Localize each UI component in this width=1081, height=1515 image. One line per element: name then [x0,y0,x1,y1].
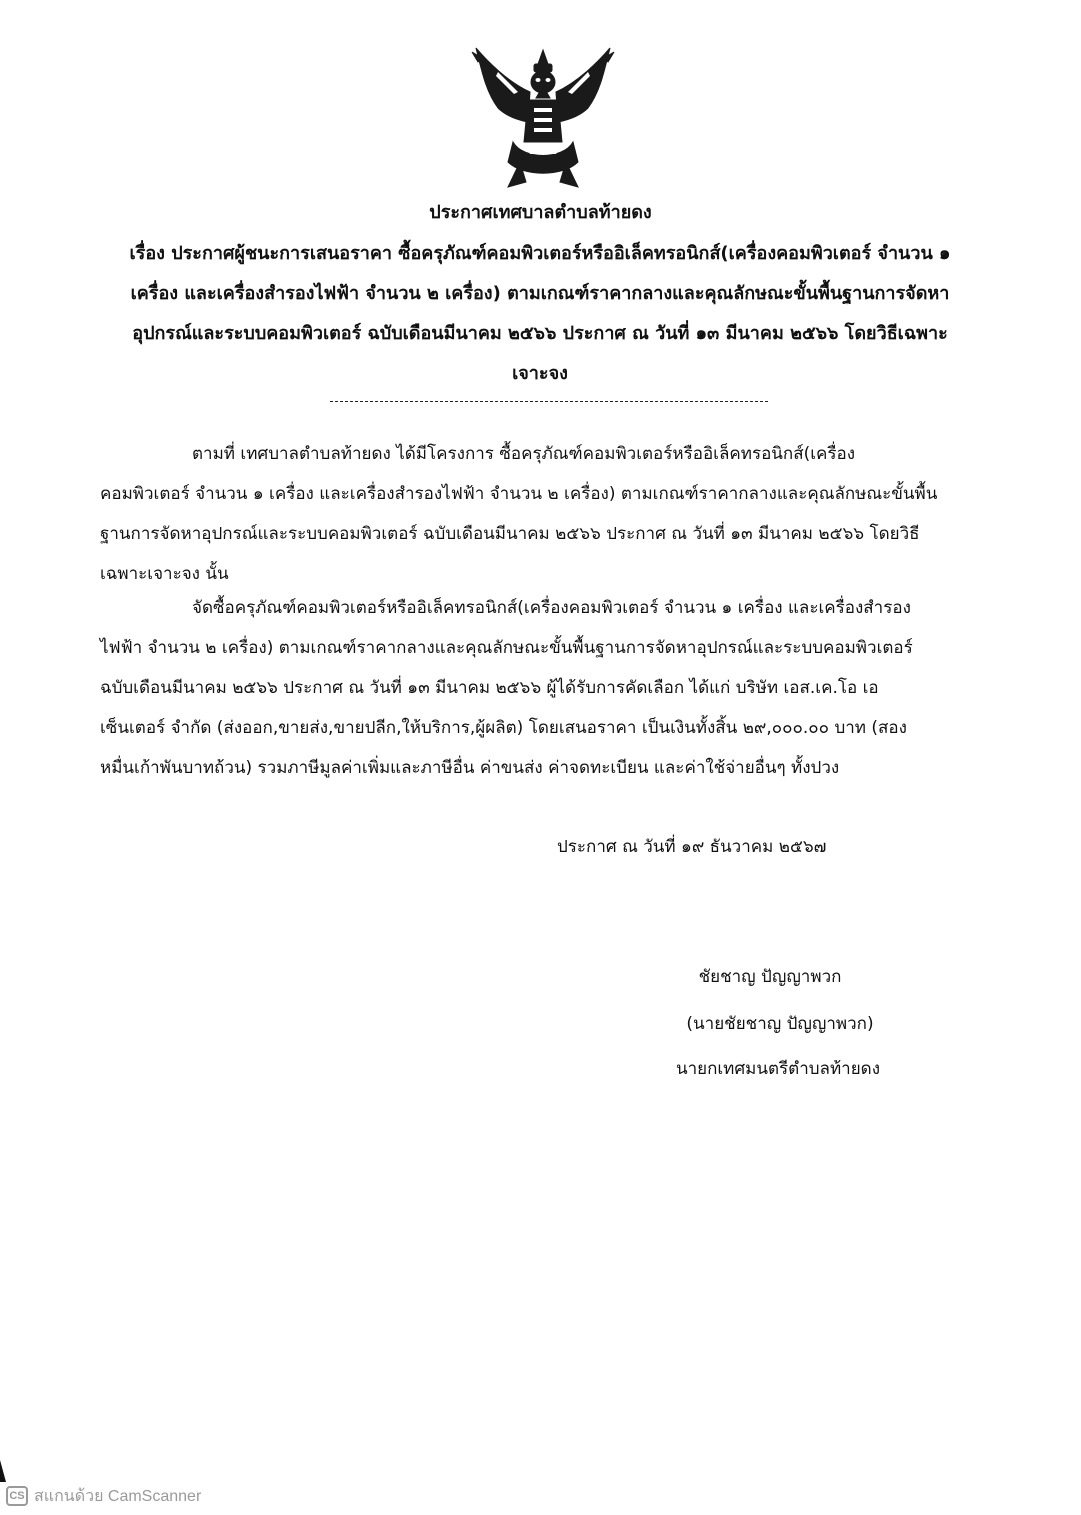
paragraph-line: ไฟฟ้า จำนวน ๒ เครื่อง) ตามเกณฑ์ราคากลางและคุณลักษณะขั้นพื้นฐานการจัดหาอุปกรณ์และระบบคอมพิวเตอร์ [100,638,913,658]
paragraph-line: ตามที่ เทศบาลตำบลท้ายดง ได้มีโครงการ ซื้อครุภัณฑ์คอมพิวเตอร์หรืออิเล็คทรอนิกส์(เครื่อง [192,444,856,464]
paragraph-line: จัดซื้อครุภัณฑ์คอมพิวเตอร์หรืออิเล็คทรอนิกส์(เครื่องคอมพิวเตอร์ จำนวน ๑ เครื่อง และเครื่องสำรอง [192,598,911,618]
announcement-date: ประกาศ ณ วันที่ ๑๙ ธันวาคม ๒๕๖๗ [557,837,827,857]
subject-line: อุปกรณ์และระบบคอมพิวเตอร์ ฉบับเดือนมีนาคม ๒๕๖๖ ประกาศ ณ วันที่ ๑๓ มีนาคม ๒๕๖๖ โดยวิธีเฉพาะ [132,323,948,344]
watermark-text: สแกนด้วย CamScanner [34,1487,202,1505]
signature-name: ชัยชาญ ปัญญาพวก [698,967,842,987]
organization-title: ประกาศเทศบาลตำบลท้ายดง [429,202,652,223]
signatory-full-name: (นายชัยชาญ ปัญญาพวก) [686,1014,874,1034]
paragraph-line: ฐานการจัดหาอุปกรณ์และระบบคอมพิวเตอร์ ฉบับเดือนมีนาคม ๒๕๖๖ ประกาศ ณ วันที่ ๑๓ มีนาคม ๒๕๖๖ โดยวิธี [100,524,920,544]
paragraph-line: เฉพาะเจาะจง นั้น [100,564,229,584]
subject-line: เจาะจง [512,363,568,384]
camscanner-logo-icon: CS [6,1486,28,1506]
dashed-divider [330,401,768,402]
paragraph-line: ฉบับเดือนมีนาคม ๒๕๖๖ ประกาศ ณ วันที่ ๑๓ มีนาคม ๒๕๖๖ ผู้ได้รับการคัดเลือก ได้แก่ บริษัท เอส.เค.โอ เอ [100,678,879,698]
garuda-emblem-icon [468,42,618,192]
signatory-position: นายกเทศมนตรีตำบลท้ายดง [675,1059,881,1079]
scan-edge-mark [0,1460,6,1482]
camscanner-watermark [6,1484,201,1508]
announcement-subject [100,234,980,394]
paragraph-winner [100,588,975,788]
paragraph-line: เซ็นเตอร์ จำกัด (ส่งออก,ขายส่ง,ขายปลีก,ให้บริการ,ผู้ผลิต) โดยเสนอราคา เป็นเงินทั้งสิ้น ๒๙,๐๐๐.๐๐ บาท (สอง [100,718,907,738]
paragraph-line: คอมพิวเตอร์ จำนวน ๑ เครื่อง และเครื่องสำรองไฟฟ้า จำนวน ๒ เครื่อง) ตามเกณฑ์ราคากลางและคุณลักษณะขั้นพื้น [100,484,938,504]
paragraph-line: หมื่นเก้าพันบาทถ้วน) รวมภาษีมูลค่าเพิ่มและภาษีอื่น ค่าขนส่ง ค่าจดทะเบียน และค่าใช้จ่ายอื่นๆ ทั้งปวง [100,758,840,778]
subject-line: เครื่อง และเครื่องสำรองไฟฟ้า จำนวน ๒ เครื่อง) ตามเกณฑ์ราคากลางและคุณลักษณะขั้นพื้นฐานการจัดหา [130,283,950,304]
paragraph-project [100,434,975,594]
subject-line: เรื่อง ประกาศผู้ชนะการเสนอราคา ซื้อครุภัณฑ์คอมพิวเตอร์หรืออิเล็คทรอนิกส์(เครื่องคอมพิวเตอร์ จำนวน ๑ [129,243,951,264]
